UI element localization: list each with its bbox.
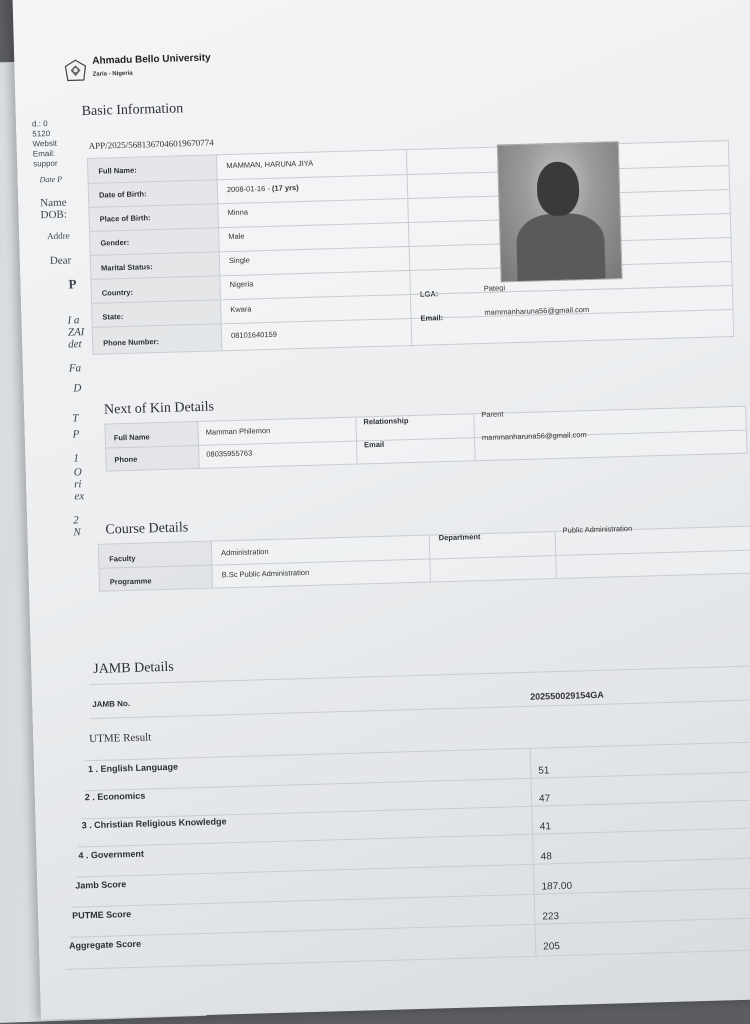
state-label: State: bbox=[102, 312, 124, 322]
underlying-text: D bbox=[73, 382, 82, 395]
underlying-text: Name bbox=[40, 196, 67, 210]
kin-relationship-value: Parent bbox=[481, 409, 504, 420]
marital-status-label: Marital Status: bbox=[100, 262, 153, 273]
application-number: APP/2025/5681367046019670774 bbox=[88, 137, 214, 151]
faculty-label: Faculty bbox=[109, 553, 136, 564]
course-details-title: Course Details bbox=[105, 520, 189, 538]
faculty-value: Administration bbox=[220, 547, 269, 558]
department-label: Department bbox=[438, 532, 481, 543]
basic-info-table bbox=[87, 140, 734, 355]
underlying-text: P bbox=[72, 428, 80, 441]
dob-value bbox=[227, 183, 299, 194]
programme-label: Programme bbox=[109, 576, 152, 587]
jamb-no-value: 202550029154GA bbox=[530, 689, 604, 702]
subject-name: 3 . Christian Religious Knowledge bbox=[81, 816, 227, 831]
aggregate-score-label: Aggregate Score bbox=[68, 938, 142, 951]
email-label: Email: bbox=[420, 313, 444, 323]
underlying-text: ex bbox=[74, 490, 85, 503]
state-value: Kwara bbox=[230, 304, 252, 315]
university-name: Ahmadu Bello University bbox=[92, 52, 211, 67]
next-of-kin-title: Next of Kin Details bbox=[103, 399, 215, 418]
dob-age: (17 yrs) bbox=[271, 183, 299, 193]
admission-document bbox=[12, 0, 750, 1020]
underlying-text: I a bbox=[67, 314, 80, 327]
underlying-text: 1 bbox=[73, 452, 80, 465]
passport-photo bbox=[497, 141, 623, 282]
underlying-text: P bbox=[68, 276, 77, 292]
jamb-details-title: JAMB Details bbox=[93, 659, 174, 677]
subject-score: 47 bbox=[538, 793, 551, 805]
underlying-text: Date P bbox=[39, 174, 63, 185]
kin-phone-label: Phone bbox=[114, 454, 138, 465]
basic-info-title: Basic Information bbox=[81, 101, 184, 120]
underlying-text: det bbox=[68, 338, 82, 351]
department-value: Public Administration bbox=[562, 523, 633, 535]
underlying-text: ri bbox=[73, 478, 82, 491]
marital-status-value: Single bbox=[228, 255, 250, 266]
full-name-label: Full Name: bbox=[98, 165, 137, 176]
underlying-text: N bbox=[73, 526, 81, 539]
underlying-text: Addre bbox=[47, 230, 70, 242]
phone-value: 08101640159 bbox=[230, 329, 278, 341]
subject-score: 48 bbox=[540, 851, 552, 863]
subject-score: 41 bbox=[539, 821, 552, 833]
university-logo-icon bbox=[62, 58, 89, 85]
kin-email-value: mammanharuna56@gmail.com bbox=[481, 430, 587, 443]
subject-score: 51 bbox=[538, 765, 550, 777]
kin-relationship-label: Relationship bbox=[363, 416, 409, 427]
kin-email-label: Email bbox=[363, 439, 385, 450]
university-location: Zaria - Nigeria bbox=[92, 70, 133, 78]
underlying-text: ZAI bbox=[67, 326, 85, 339]
dob-date: 2008-01-16 - bbox=[226, 183, 273, 195]
place-of-birth-value: Minna bbox=[227, 207, 249, 218]
kin-phone-value: 08035955763 bbox=[206, 448, 253, 459]
putme-score-value: 223 bbox=[542, 911, 560, 923]
course-details-table bbox=[98, 525, 750, 592]
underlying-text: 2 bbox=[72, 514, 79, 527]
gender-value: Male bbox=[228, 231, 245, 242]
subject-name: 4 . Government bbox=[78, 848, 145, 861]
utme-result-title: UTME Result bbox=[89, 731, 152, 746]
jamb-score-value: 187.00 bbox=[541, 880, 573, 893]
place-of-birth-label: Place of Birth: bbox=[99, 213, 151, 224]
kin-name-value: Mamman Philemon bbox=[205, 425, 271, 437]
email-value: mammanharuna56@gmail.com bbox=[484, 305, 590, 317]
subject-name: 2 . Economics bbox=[84, 790, 146, 803]
dob-label: Date of Birth: bbox=[98, 189, 147, 200]
underlying-text: T bbox=[72, 412, 79, 425]
phone-label: Phone Number: bbox=[103, 337, 160, 348]
jamb-no-label: JAMB No. bbox=[92, 698, 131, 710]
subject-name: 1 . English Language bbox=[87, 761, 179, 775]
aggregate-score-value: 205 bbox=[543, 941, 561, 953]
country-label: Country: bbox=[101, 287, 134, 298]
putme-score-label: PUTME Score bbox=[72, 909, 132, 921]
gender-label: Gender: bbox=[100, 237, 130, 248]
underlying-text: DOB: bbox=[40, 208, 68, 222]
underlying-text: Fa bbox=[68, 362, 82, 375]
underlying-text: d.: 0 5120 Websit Email: suppor bbox=[31, 119, 58, 169]
full-name-value: MAMMAN, HARUNA JIYA bbox=[226, 158, 314, 171]
underlying-text: O bbox=[73, 466, 82, 479]
underlying-text: Dear bbox=[49, 254, 72, 268]
jamb-score-label: Jamb Score bbox=[75, 879, 127, 891]
country-value: Nigeria bbox=[229, 279, 254, 290]
lga-value: Pategi bbox=[483, 283, 506, 293]
programme-value: B.Sc Public Administration bbox=[221, 567, 310, 580]
kin-name-label: Full Name bbox=[113, 432, 150, 443]
